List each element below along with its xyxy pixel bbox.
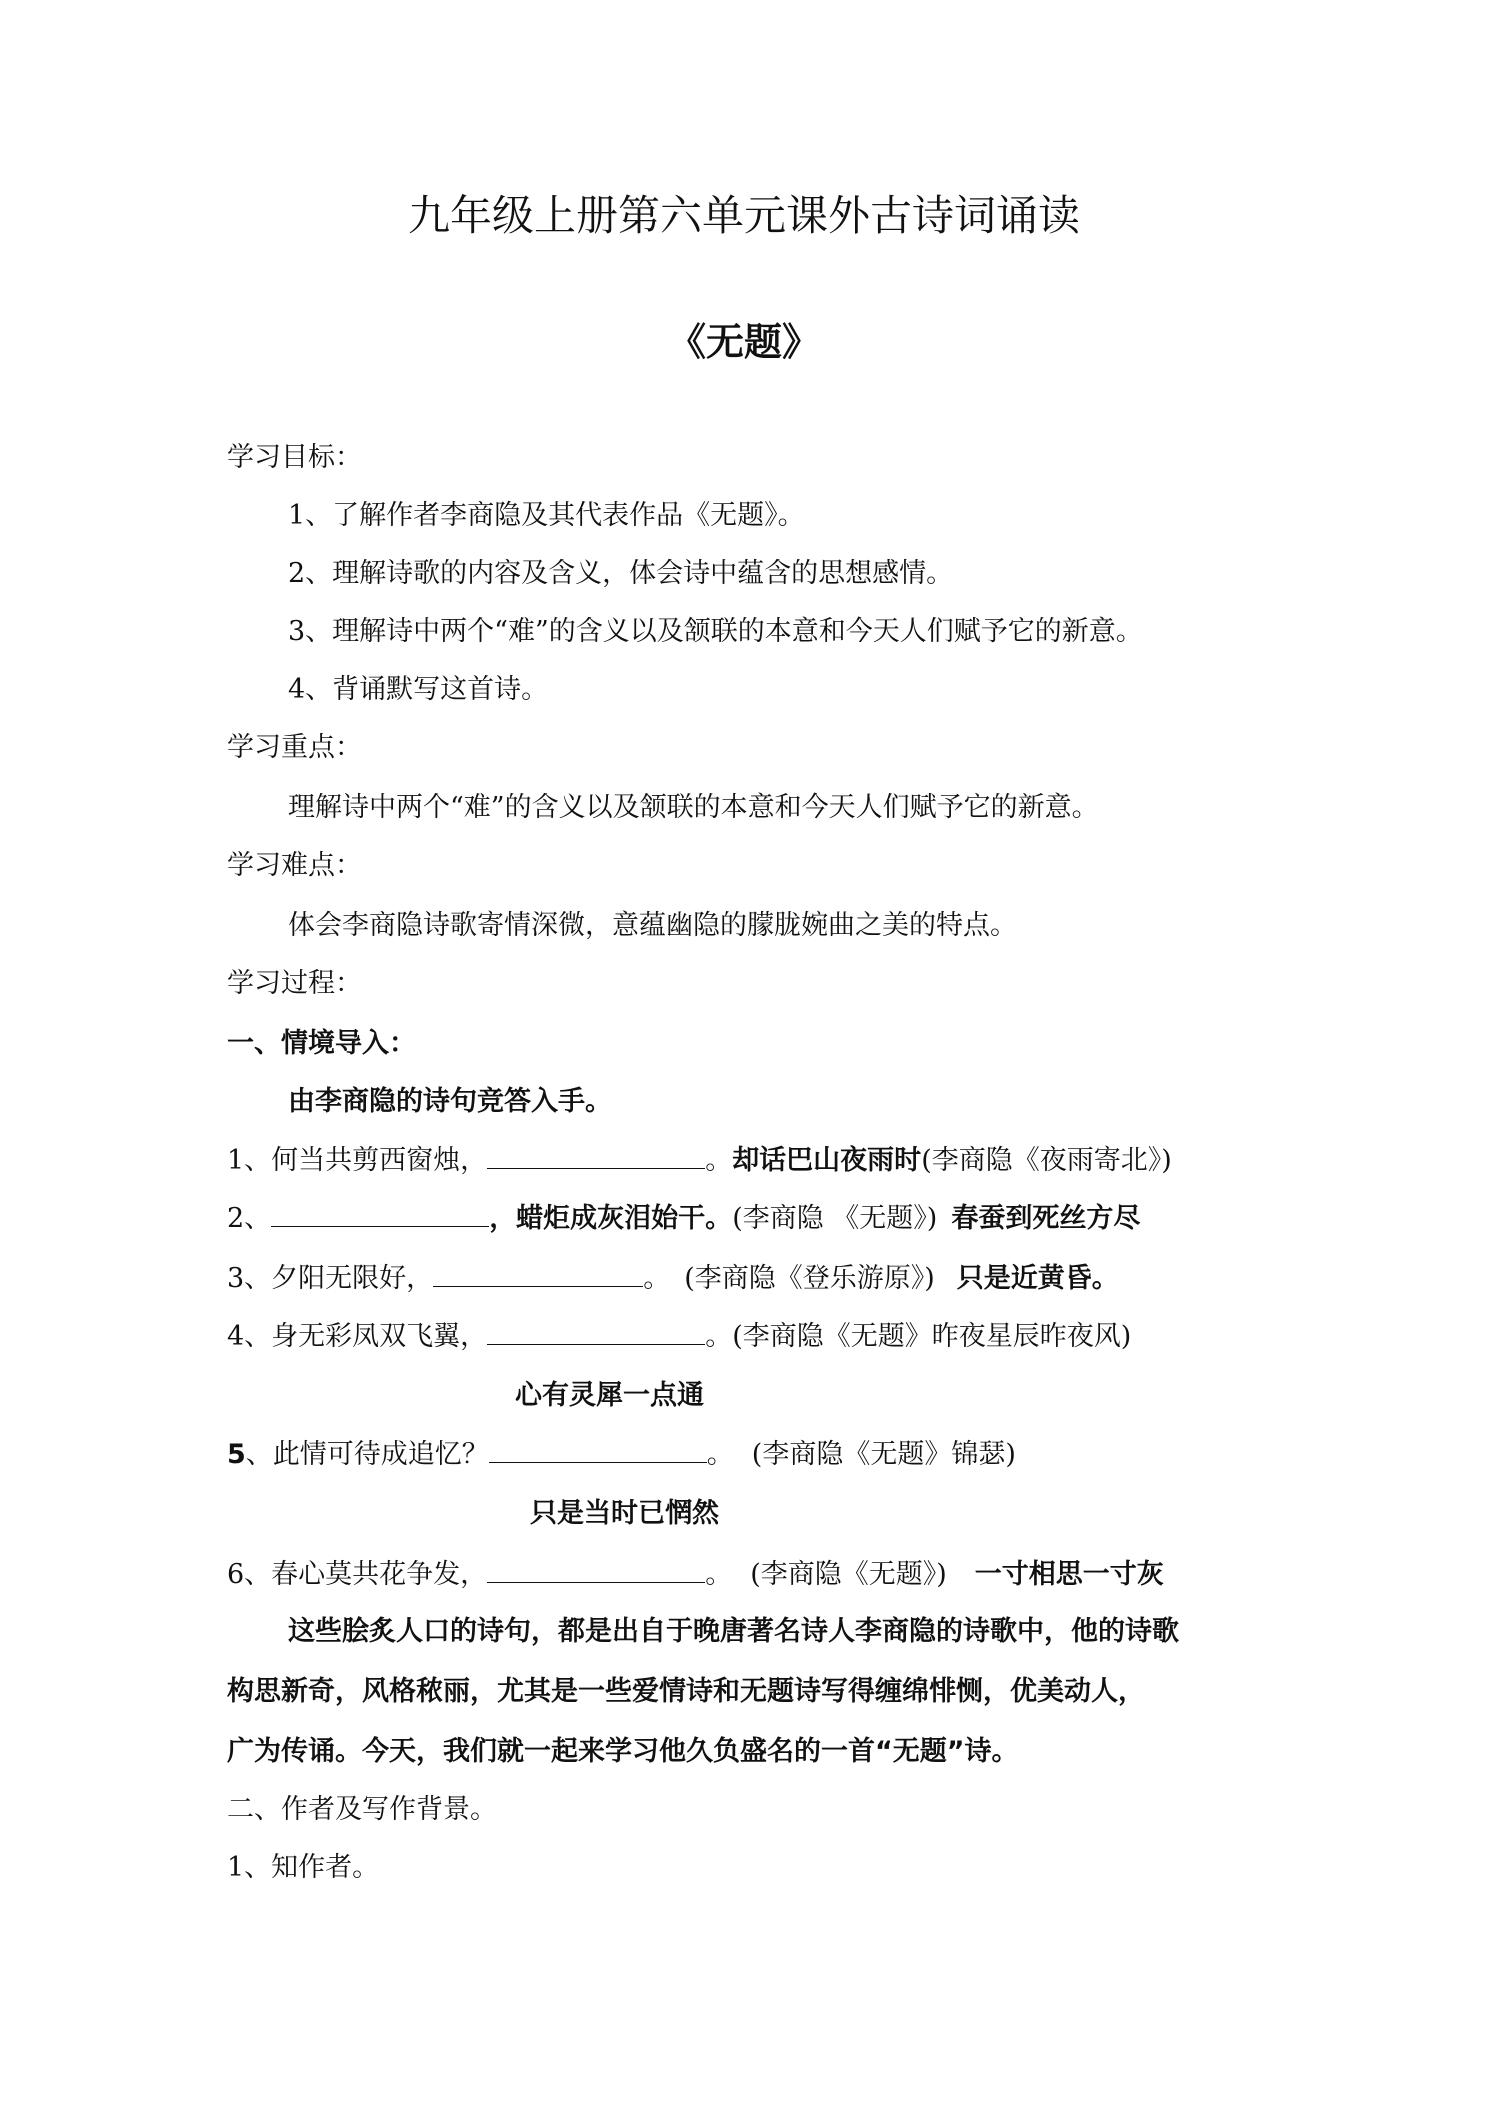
question-3-source: (李商隐《登乐游原》) <box>684 1263 935 1294</box>
punctuation: 。 <box>706 1439 734 1470</box>
question-5-source: (李商隐《无题》锦瑟) <box>751 1439 1016 1470</box>
question-6-source: (李商隐《无题》) <box>750 1559 947 1590</box>
objective-item: 3、理解诗中两个“难”的含义以及颔联的本意和今天人们赋予它的新意。 <box>288 616 1143 647</box>
summary-line: 广为传诵。今天，我们就一起来学习他久负盛名的一首“无题”诗。 <box>227 1736 1019 1767</box>
question-2-answer: 春蚕到死丝方尽 <box>951 1203 1141 1234</box>
objective-item: 2、理解诗歌的内容及含义，体会诗中蕴含的思想感情。 <box>288 558 954 589</box>
punctuation: 。 <box>643 1263 671 1294</box>
question-1 <box>227 1142 1172 1179</box>
process-heading: 学习过程： <box>227 968 362 999</box>
question-2-bold-line: ，蜡炬成灰泪始干。 <box>489 1203 733 1234</box>
question-4-source: (李商隐《无题》昨夜星辰昨夜风) <box>732 1321 1132 1352</box>
question-5 <box>227 1436 1016 1473</box>
question-2 <box>227 1200 1140 1237</box>
objective-item: 4、背诵默写这首诗。 <box>288 674 549 705</box>
punctuation: 。 <box>705 1321 733 1352</box>
summary-line: 构思新奇，风格秾丽，尤其是一些爱情诗和无题诗写得缠绵悱恻，优美动人， <box>227 1676 1145 1707</box>
punctuation: 。 <box>705 1559 733 1590</box>
key-point-heading: 学习重点： <box>227 732 362 763</box>
section2-item: 1、知作者。 <box>227 1852 380 1883</box>
question-3 <box>227 1260 1119 1297</box>
question-3-prefix: 3、夕阳无限好， <box>227 1263 434 1294</box>
difficulty-heading: 学习难点： <box>227 850 362 881</box>
document-title: 九年级上册第六单元课外古诗词诵读 <box>407 191 1080 240</box>
question-4-prefix: 4、身无彩凤双飞翼， <box>227 1321 488 1352</box>
answer-blank[interactable] <box>271 1200 489 1227</box>
punctuation: 。 <box>705 1145 733 1176</box>
answer-blank[interactable] <box>487 1142 705 1169</box>
answer-blank[interactable] <box>487 1556 705 1583</box>
question-4 <box>227 1318 1131 1355</box>
question-2-prefix: 2、 <box>227 1203 272 1234</box>
summary-line: 这些脍炙人口的诗句，都是出自于晚唐著名诗人李商隐的诗歌中，他的诗歌 <box>288 1616 1179 1647</box>
question-5-prefix: 、此情可待成追忆？ <box>245 1439 489 1470</box>
question-6 <box>227 1556 1164 1593</box>
objective-item: 1、了解作者李商隐及其代表作品《无题》。 <box>288 500 805 531</box>
answer-blank[interactable] <box>489 1436 707 1463</box>
section2-heading: 二、作者及写作背景。 <box>227 1794 497 1825</box>
question-6-answer: 一寸相思一寸灰 <box>974 1559 1164 1590</box>
question-4-answer: 心有灵犀一点通 <box>515 1380 704 1411</box>
question-1-source: (李商隐《夜雨寄北》) <box>921 1145 1172 1176</box>
key-point-text: 理解诗中两个“难”的含义以及颔联的本意和今天人们赋予它的新意。 <box>288 792 1099 823</box>
objectives-heading: 学习目标： <box>227 442 362 473</box>
question-5-answer: 只是当时已惘然 <box>530 1498 719 1529</box>
section1-heading: 一、情境导入： <box>227 1028 416 1059</box>
question-1-prefix: 1、何当共剪西窗烛， <box>227 1145 488 1176</box>
question-2-source: (李商隐 《无题》) <box>732 1203 938 1234</box>
poem-title: 《无题》 <box>667 320 820 364</box>
question-5-number: 5 <box>227 1439 246 1470</box>
question-1-answer: 却话巴山夜雨时 <box>732 1145 922 1176</box>
difficulty-text: 体会李商隐诗歌寄情深微，意蕴幽隐的朦胧婉曲之美的特点。 <box>288 910 1017 941</box>
answer-blank[interactable] <box>487 1318 705 1345</box>
question-6-prefix: 6、春心莫共花争发， <box>227 1559 488 1590</box>
answer-blank[interactable] <box>433 1260 643 1287</box>
question-3-answer: 只是近黄昏。 <box>956 1263 1119 1294</box>
section1-intro: 由李商隐的诗句竞答入手。 <box>288 1086 612 1117</box>
